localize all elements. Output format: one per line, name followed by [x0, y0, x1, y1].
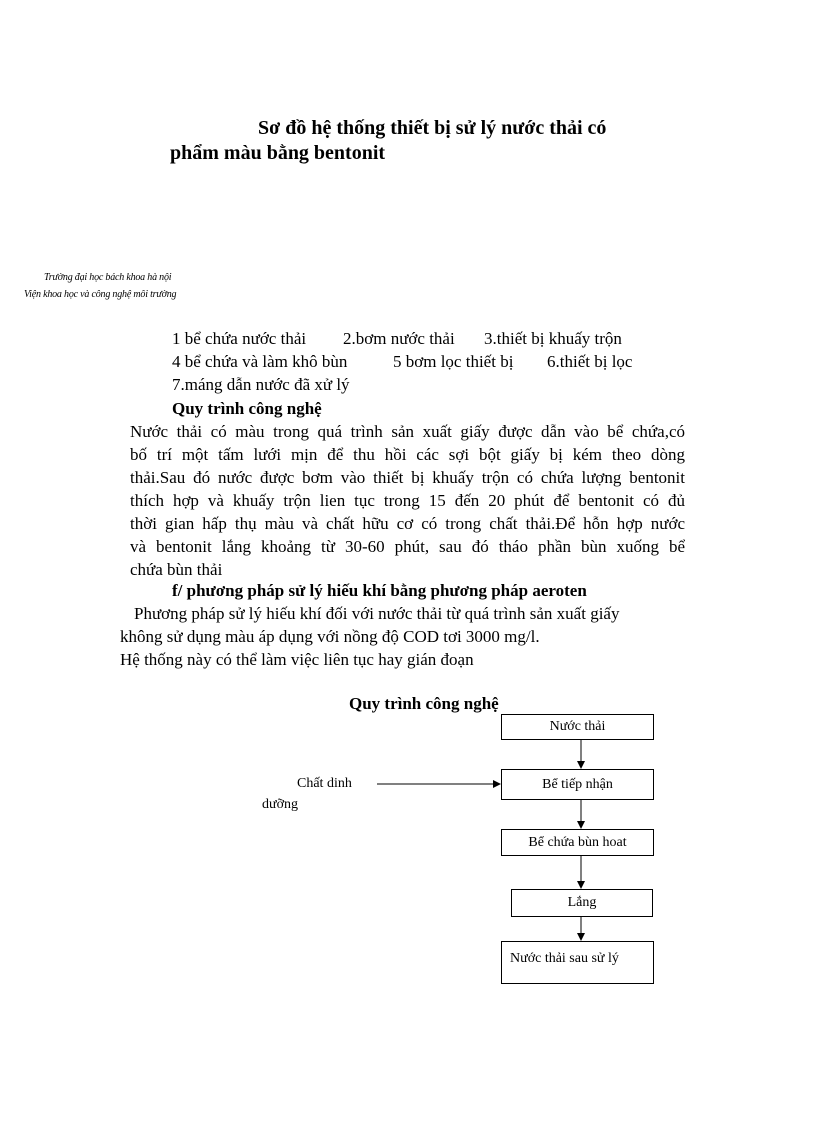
flow-step-settling [511, 889, 653, 917]
legend-item-1: 1 bể chứa nước thải [172, 329, 307, 348]
section2-line-1: Phương pháp sử lý hiếu khí đối với nước thải từ quá trình sản xuất giấy [134, 604, 620, 623]
flow-step-intake-tank [501, 769, 654, 800]
legend-item-2: 2.bơm nước thải [343, 329, 455, 348]
flow-step-label: Bể tiếp nhận [542, 777, 613, 792]
flow-step-wastewater [501, 714, 654, 740]
section2-line-3: Hệ thống này có thể làm việc liên tục hay gián đoạn [120, 650, 474, 669]
input-label-line-2: dưỡng [262, 797, 298, 812]
flow-step-label: Nước thải sau sử lý [510, 951, 619, 966]
section1-line: thời gian hấp thụ màu và chất hữu cơ có trong chất thải.Để hỗn hợp nước [130, 514, 685, 533]
flow-step-label: Lắng [567, 895, 597, 910]
legend-item-6: 6.thiết bị lọc [547, 352, 633, 371]
legend-item-4: 4 bể chứa và làm khô bùn [172, 352, 348, 371]
legend-item-7: 7.máng dẫn nước đã xử lý [172, 375, 350, 394]
section1-line: bố trí một tấm lưới mịn để thu hồi các sợi bột giấy bị kém theo dòng [130, 445, 685, 464]
flowchart-heading: Quy trình công nghệ [349, 694, 499, 713]
section2-heading: f/ phương pháp sử lý hiếu khí bằng phương pháp aeroten [172, 581, 587, 600]
section1-line: thải.Sau đó nước được bơm vào thiết bị khuấy trộn có chứa lượng bentonit [130, 468, 685, 487]
page-title-line2: phẩm màu bằng bentonit [170, 142, 386, 164]
flow-step-treated-water [501, 941, 654, 984]
page-title-line1: Sơ đồ hệ thống thiết bị sử lý nước thải có [258, 117, 607, 139]
section1-heading: Quy trình công nghệ [172, 399, 322, 418]
section1-line: và bentonit lắng khoảng từ 30-60 phút, sau đó tháo phần bùn xuống bể [130, 537, 685, 556]
section1-line: thích hợp và khuấy trộn lien tục trong 15 đến 20 phút để bentonit có đủ [130, 491, 685, 510]
flow-step-activated-sludge [501, 829, 654, 856]
legend-item-3: 3.thiết bị khuấy trộn [484, 329, 622, 348]
caption-university: Trường đại học bách khoa hà nội [44, 272, 172, 283]
input-label-line-1: Chất dinh [297, 776, 352, 791]
flow-step-label: Nước thải [549, 719, 606, 734]
flow-step-label: Bể chứa bùn hoat [528, 835, 627, 850]
section1-line: Nước thải có màu trong quá trình sản xuất giấy được dẫn vào bể chứa,có [130, 422, 685, 441]
legend-item-5: 5 bơm lọc thiết bị [393, 352, 514, 371]
section1-line: chứa bùn thải [130, 560, 223, 579]
section2-line-2: không sử dụng màu áp dụng với nồng độ COD tơi 3000 mg/l. [120, 627, 540, 646]
caption-institute: Viện khoa học và công nghệ môi trường [24, 289, 177, 300]
